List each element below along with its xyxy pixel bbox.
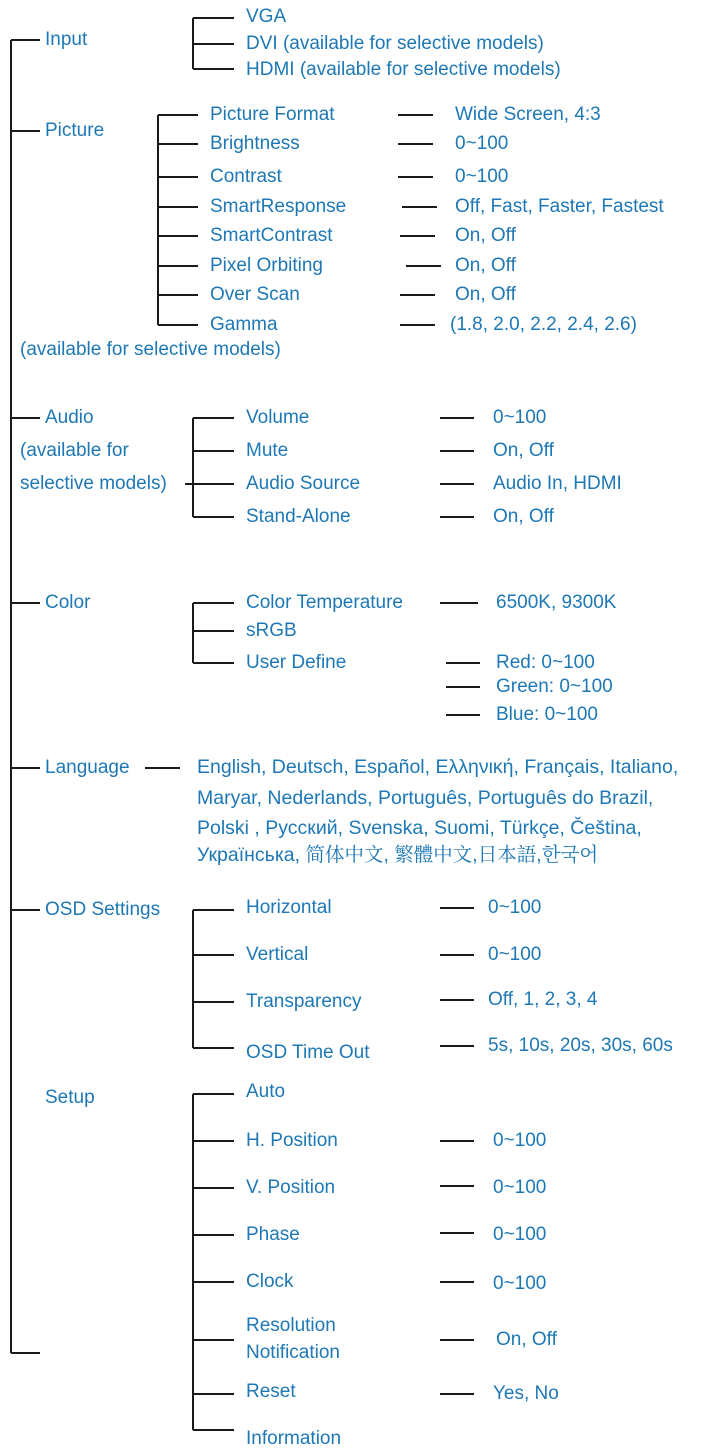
audio-item-label: Stand-Alone — [246, 506, 351, 527]
audio-item-label: Mute — [246, 440, 289, 461]
setup-item-label: Auto — [246, 1081, 286, 1102]
picture-item-label: Pixel Orbiting — [210, 255, 323, 276]
user-define-blue-value: Blue: 0~100 — [496, 704, 598, 725]
color-item-label: sRGB — [246, 620, 297, 641]
setup-item-value: 0~100 — [493, 1273, 547, 1294]
osd-settings-label: OSD Settings — [45, 899, 161, 920]
audio-item-value: On, Off — [493, 440, 554, 461]
color-item-label: Color Temperature — [246, 592, 404, 613]
picture-item-value: 0~100 — [455, 133, 509, 154]
setup-item-label: Resolution — [246, 1315, 336, 1336]
osd-item-value: 5s, 10s, 20s, 30s, 60s — [488, 1035, 673, 1056]
color-item-label: User Define — [246, 652, 347, 673]
picture-item-label: SmartResponse — [210, 196, 347, 217]
setup-item-label: Clock — [246, 1271, 294, 1292]
picture-item-value: 0~100 — [455, 166, 509, 187]
audio-note-line1: (available for — [20, 440, 129, 461]
setup-item-label: Reset — [246, 1381, 296, 1402]
audio-item-value: Audio In, HDMI — [493, 473, 622, 494]
audio-label: Audio — [45, 407, 94, 428]
picture-item-label: Picture Format — [210, 104, 335, 125]
picture-item-value: On, Off — [455, 284, 516, 305]
input-item-hdmi: HDMI (available for selective models) — [246, 59, 561, 80]
picture-item-value: On, Off — [455, 255, 516, 276]
color-label: Color — [45, 592, 91, 613]
setup-label: Setup — [45, 1087, 95, 1108]
setup-item-label-line2: Notification — [246, 1342, 340, 1363]
setup-item-value: 0~100 — [493, 1130, 547, 1151]
picture-item-label: Brightness — [210, 133, 300, 154]
input-label: Input — [45, 29, 88, 50]
setup-item-value: 0~100 — [493, 1224, 547, 1245]
user-define-green-value: Green: 0~100 — [496, 676, 613, 697]
setup-item-value: On, Off — [496, 1329, 557, 1350]
setup-item-label: Phase — [246, 1224, 300, 1245]
audio-item-label: Volume — [246, 407, 310, 428]
setup-item-value: 0~100 — [493, 1177, 547, 1198]
osd-item-label: OSD Time Out — [246, 1042, 370, 1063]
setup-item-label: V. Position — [246, 1177, 336, 1198]
picture-item-value: Wide Screen, 4:3 — [455, 104, 601, 125]
picture-item-label: Contrast — [210, 166, 282, 187]
picture-item-value: (1.8, 2.0, 2.2, 2.4, 2.6) — [450, 314, 637, 335]
picture-item-label: Gamma — [210, 314, 278, 335]
osd-item-value: 0~100 — [488, 944, 542, 965]
input-item-vga: VGA — [246, 6, 287, 27]
audio-note-line2: selective models) — [20, 473, 167, 494]
picture-item-value: Off, Fast, Faster, Fastest — [455, 196, 664, 217]
input-item-dvi: DVI (available for selective models) — [246, 33, 544, 54]
picture-label: Picture — [45, 120, 105, 141]
picture-item-label: Over Scan — [210, 284, 300, 305]
language-list-line: Maryar, Nederlands, Português, Português do Brazil, — [197, 787, 654, 809]
osd-item-label: Vertical — [246, 944, 309, 965]
osd-item-value: Off, 1, 2, 3, 4 — [488, 989, 598, 1010]
osd-item-value: 0~100 — [488, 897, 542, 918]
picture-item-value: On, Off — [455, 225, 516, 246]
language-list-line: Polski , Русский, Svenska, Suomi, Türkçe, Čeština, — [197, 817, 642, 839]
setup-item-label: Information — [246, 1428, 342, 1449]
language-list-line: Українська, 简体中文, 繁體中文,日本語,한국어 — [197, 844, 599, 866]
language-list-line: English, Deutsch, Español, Ελληνική, Français, Italiano, — [197, 756, 679, 778]
osd-item-label: Horizontal — [246, 897, 332, 918]
color-item-value: 6500K, 9300K — [496, 592, 617, 613]
audio-item-label: Audio Source — [246, 473, 361, 494]
picture-item-label: SmartContrast — [210, 225, 333, 246]
audio-item-value: 0~100 — [493, 407, 547, 428]
picture-availability-note: (available for selective models) — [20, 339, 281, 360]
audio-item-value: On, Off — [493, 506, 554, 527]
language-label: Language — [45, 757, 130, 778]
osd-item-label: Transparency — [246, 991, 362, 1012]
setup-item-value: Yes, No — [493, 1383, 559, 1404]
setup-item-label: H. Position — [246, 1130, 338, 1151]
user-define-red-value: Red: 0~100 — [496, 652, 595, 673]
